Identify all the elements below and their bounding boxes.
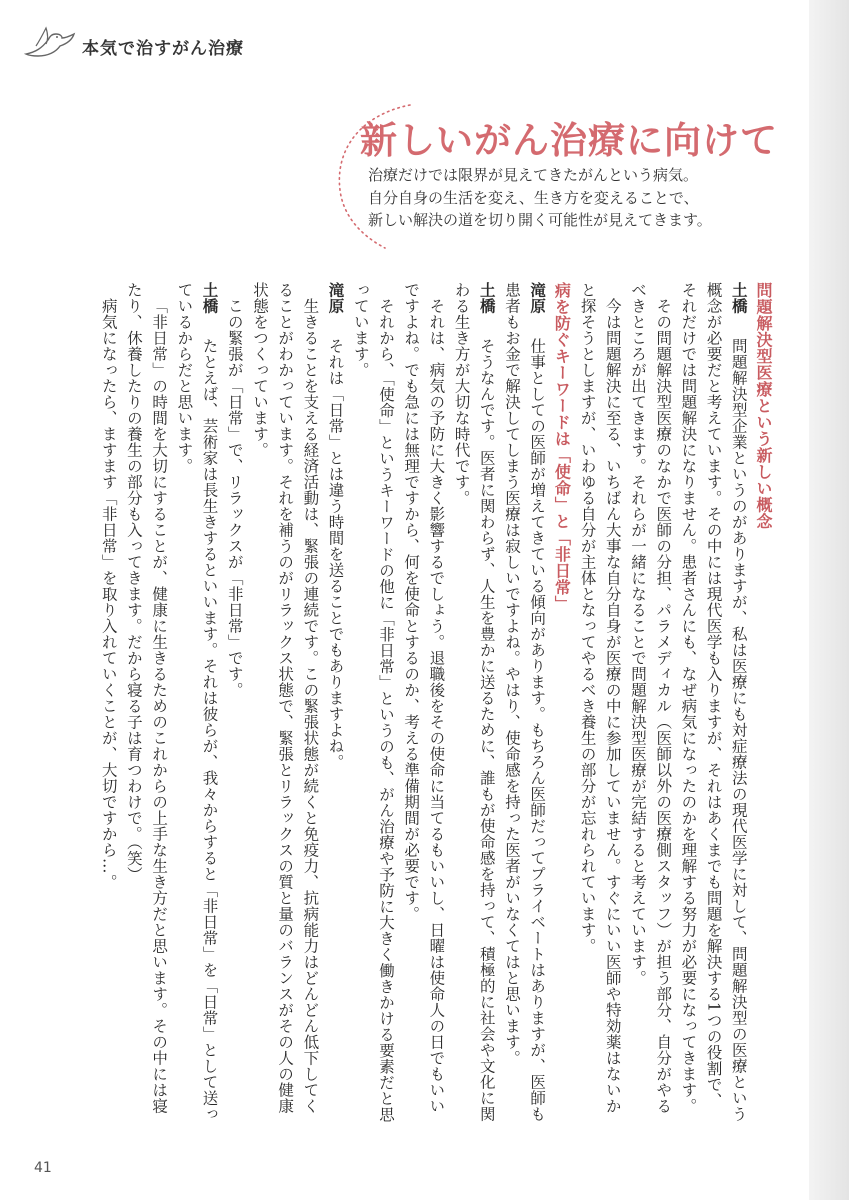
paragraph <box>322 282 347 1122</box>
paragraph <box>171 282 221 1122</box>
paragraph: その問題解決型医療のなかで医師の分担、パラメディカル（医師以外の医療側スタッフ）が担う部分、自分がやるべきところが出てきます。それらが一緒になることで問題解決型医療が完結すると考えています。 <box>628 282 673 1114</box>
bird-icon <box>22 26 78 66</box>
paragraph <box>448 282 498 1122</box>
paragraph: それは、病気の予防に大きく影響するでしょう。退職後をその使命に当てるもいいし、日曜は使命人の日でもいいですよね。でも急には無理ですから、何を使命とするのか、考える準備期間が必要です。 <box>402 282 446 1114</box>
paragraph: 「非日常」の時間を大切にすることが、健康に生きるためのこれからの上手な生き方だと思います。その中には寝たり、休養したりの養生の部分も入ってきます。だから寝る子は育つわけで。（笑） <box>124 282 169 1114</box>
paragraph-text: 仕事としての医師が増えてきている傾向があります。もちろん医師だってプライベートはありますが、医師も患者もお金で解決してしまう医療は寂しいですよね。やはり、使命感を持った医者がいなくてはと思います。 <box>502 282 547 1122</box>
paragraph: 生きることを支える経済活動は、緊張の連続です。この緊張状態が続くと免疫力、抗病能力はどんどん低下してくることがわかっています。それを補うのがリラックス状態で、緊張とリラックスの質と量のバランスがその人の健康状態をつくっています。 <box>250 282 320 1114</box>
speaker-name: 土橋 <box>477 282 496 314</box>
paragraph-text: たとえば、芸術家は長生きするといいます。それは彼らが、我々からすると「非日常」を「日常」として送っているからだと思います。 <box>175 282 219 1122</box>
paragraph <box>675 282 751 1122</box>
article-body <box>62 282 776 1122</box>
speaker-name: 土橋 <box>200 282 219 314</box>
section-heading: 問題解決型医療という新しい概念 <box>754 282 773 530</box>
speaker-name: 滝原 <box>528 282 547 314</box>
speaker-name: 土橋 <box>729 282 748 314</box>
lead-line: 治療だけでは限界が見えてきたがんという病気。 <box>368 166 699 184</box>
page-number: 41 <box>34 1160 52 1176</box>
paragraph: 病気になったら、ますます「非日常」を取り入れていくことが、大切ですから…。 <box>99 297 118 890</box>
paragraph: この緊張が「日常」で、リラックスが「非日常」です。 <box>225 297 244 698</box>
paragraph: それから、「使命」というキーワードの他に「非日常」というのも、がん治療や予防に大きく働きかける要素だと思っています。 <box>351 282 395 1122</box>
lead-line: 自分自身の生活を変え、生き方を変えることで、 <box>368 188 699 207</box>
paragraph-text: そうなんです。医者に関わらず、人生を豊かに送るために、誰もが使命感を持って、積極的に社会や文化に関わる生き方が大切な時代です。 <box>452 282 496 1122</box>
header-title: 本気で治すがん治療 <box>82 38 244 59</box>
page-edge-shadow <box>809 0 849 1200</box>
speaker-name: 滝原 <box>326 282 345 314</box>
lead-line: 新しい解決の道を切り開く可能性が見えてきます。 <box>368 211 712 229</box>
paragraph-text: それは「日常」とは違う時間を送ることでもありますよね。 <box>326 338 345 770</box>
article-title: 新しいがん治療に向けて <box>360 119 778 162</box>
paragraph-text: 問題解決型企業というのがありますが、私は医療にも対症療法の現代医学に対して、問題解決型の医療という概念が必要だと考えています。その中には現代医学も入りますが、それはあくまでも問題を解決する1つの役割で、それだけでは問題解決になりません。患者さんにも、なぜ病気になったのかを理解する努力が必要になってきます。 <box>679 282 748 1122</box>
section-heading: 病を防ぐキーワードは「使命」と「非日常」 <box>552 282 572 612</box>
paragraph <box>499 282 549 1122</box>
running-header <box>22 26 244 66</box>
paragraph: 今は問題解決に至る、いちばん大事な自分自身が医療の中に参加していません。すぐにいい医師や特効薬はないかと探そうとしますが、いわゆる自分が主体となってやるべき養生の部分が忘れられています。 <box>578 282 622 1114</box>
lead-paragraph <box>368 164 788 232</box>
